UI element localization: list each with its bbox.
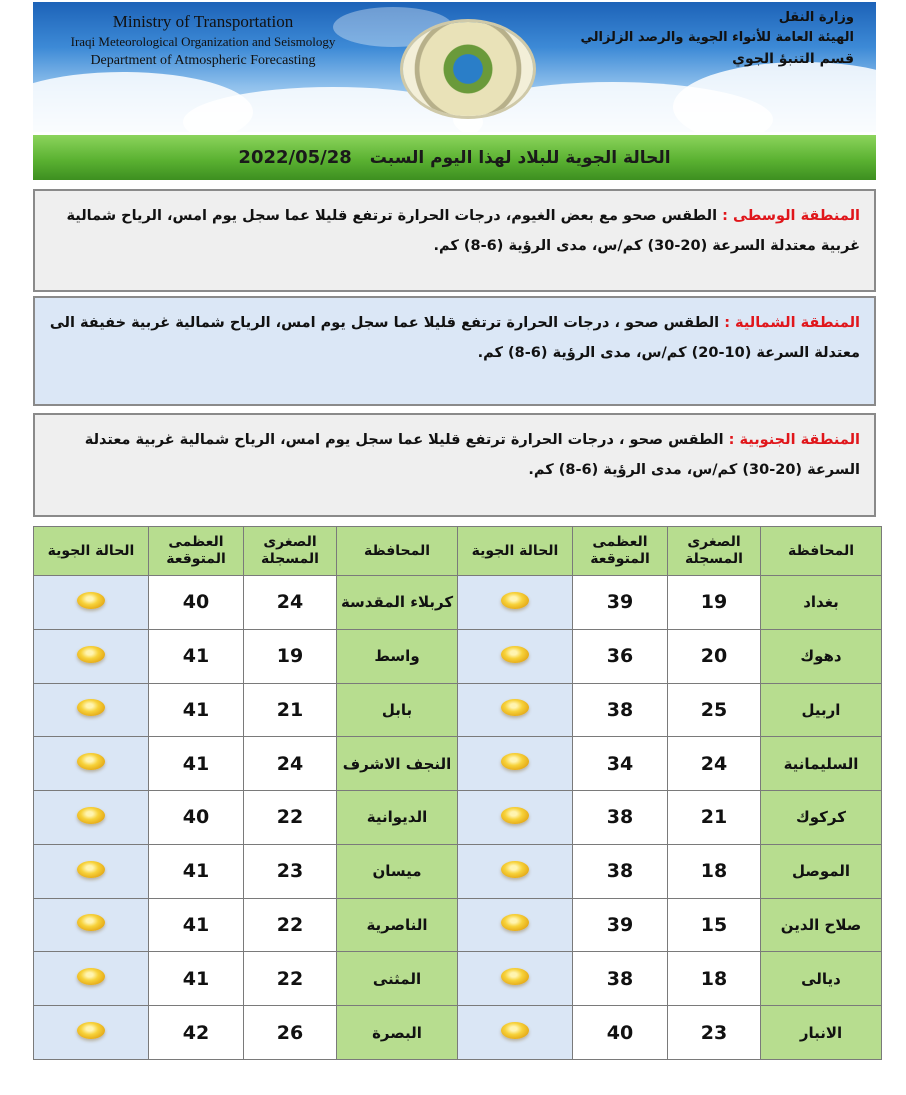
weather-state-cell [458, 1006, 573, 1060]
weather-state-cell [458, 844, 573, 898]
organization-en: Iraqi Meteorological Organization and Seismology [70, 34, 336, 49]
weather-state-cell [458, 791, 573, 845]
weather-state-cell [458, 629, 573, 683]
weather-state-cell [34, 952, 149, 1006]
sun-icon [77, 699, 105, 716]
ministry-en: Ministry of Transportation [112, 12, 294, 31]
max-temp-cell: 41 [149, 952, 244, 1006]
region-south [33, 413, 876, 517]
arabic-org-text [554, 10, 854, 67]
header-max: العظمى المتوقعة [573, 527, 668, 576]
organization-ar: الهيئة العامة للأنواء الجوية والرصد الزلزالي [580, 30, 854, 45]
weather-state-cell [34, 1006, 149, 1060]
max-temp-cell: 41 [149, 683, 244, 737]
max-temp-cell: 42 [149, 1006, 244, 1060]
header-max: العظمى المتوقعة [149, 527, 244, 576]
province-cell: السليمانية [761, 737, 882, 791]
weather-state-cell [458, 737, 573, 791]
min-temp-cell: 25 [668, 683, 761, 737]
sun-icon [77, 753, 105, 770]
header-province: المحافظة [337, 527, 458, 576]
province-cell: دهوك [761, 629, 882, 683]
weather-state-cell [34, 629, 149, 683]
table-header-row [34, 527, 882, 576]
header-min: الصغرى المسجلة [668, 527, 761, 576]
title-date: 2022/05/28 [238, 147, 352, 168]
organization-logo [403, 22, 533, 116]
table-row [34, 629, 882, 683]
sun-icon [501, 1022, 529, 1039]
table-row [34, 791, 882, 845]
max-temp-cell: 41 [149, 898, 244, 952]
min-temp-cell: 23 [668, 1006, 761, 1060]
header-state: الحالة الجوية [458, 527, 573, 576]
weather-state-cell [34, 791, 149, 845]
region-name: المنطقة الوسطى : [722, 208, 860, 224]
min-temp-cell: 23 [244, 844, 337, 898]
province-cell: الموصل [761, 844, 882, 898]
region-text: الطقس صحو ، درجات الحرارة ترتفع قليلا عما سجل يوم امس، الرياح شمالية غربية خفيفة الى معتدلة السرعة (10-20) كم/س، مدى الرؤية (6-8) كم. [49, 315, 860, 361]
province-cell: بابل [337, 683, 458, 737]
province-cell: الديوانية [337, 791, 458, 845]
sun-icon [501, 753, 529, 770]
max-temp-cell: 39 [573, 898, 668, 952]
sun-icon [501, 807, 529, 824]
min-temp-cell: 19 [244, 629, 337, 683]
weather-state-cell [458, 952, 573, 1006]
province-cell: الناصرية [337, 898, 458, 952]
ministry-ar: وزارة النقل [778, 10, 854, 25]
sun-icon [77, 861, 105, 878]
weather-state-cell [458, 898, 573, 952]
region-text: الطقس صحو مع بعض الغيوم، درجات الحرارة ترتفع قليلا عما سجل يوم امس، الرياح شمالية غربية معتدلة السرعة (20-30) كم/س، مدى الرؤية (6-8) كم. [66, 208, 860, 254]
province-cell: صلاح الدين [761, 898, 882, 952]
max-temp-cell: 38 [573, 791, 668, 845]
table-row [34, 737, 882, 791]
temperature-table [33, 526, 882, 1060]
header-state: الحالة الجوية [34, 527, 149, 576]
weather-state-cell [34, 576, 149, 630]
weather-state-cell [34, 844, 149, 898]
table-row [34, 1006, 882, 1060]
weather-state-cell [34, 898, 149, 952]
region-central [33, 189, 876, 292]
region-north [33, 296, 876, 406]
max-temp-cell: 40 [149, 791, 244, 845]
sun-icon [501, 861, 529, 878]
max-temp-cell: 38 [573, 683, 668, 737]
min-temp-cell: 22 [244, 791, 337, 845]
weather-state-cell [34, 683, 149, 737]
sun-icon [501, 592, 529, 609]
min-temp-cell: 24 [244, 576, 337, 630]
weather-state-cell [34, 737, 149, 791]
province-cell: الانبار [761, 1006, 882, 1060]
min-temp-cell: 24 [668, 737, 761, 791]
max-temp-cell: 41 [149, 737, 244, 791]
header-banner [33, 2, 876, 132]
table-row [34, 683, 882, 737]
department-ar: قسم التنبؤ الجوي [732, 51, 854, 67]
min-temp-cell: 21 [668, 791, 761, 845]
page-title [33, 135, 876, 180]
min-temp-cell: 19 [668, 576, 761, 630]
province-cell: كركوك [761, 791, 882, 845]
min-temp-cell: 26 [244, 1006, 337, 1060]
max-temp-cell: 36 [573, 629, 668, 683]
table-row [34, 898, 882, 952]
province-cell: المثنى [337, 952, 458, 1006]
sun-icon [77, 1022, 105, 1039]
min-temp-cell: 24 [244, 737, 337, 791]
region-name: المنطقة الشمالية : [724, 315, 860, 331]
max-temp-cell: 38 [573, 844, 668, 898]
min-temp-cell: 21 [244, 683, 337, 737]
sun-icon [501, 646, 529, 663]
max-temp-cell: 39 [573, 576, 668, 630]
max-temp-cell: 34 [573, 737, 668, 791]
province-cell: ميسان [337, 844, 458, 898]
min-temp-cell: 18 [668, 952, 761, 1006]
max-temp-cell: 41 [149, 844, 244, 898]
min-temp-cell: 22 [244, 952, 337, 1006]
department-en: Department of Atmospheric Forecasting [90, 53, 316, 68]
max-temp-cell: 41 [149, 629, 244, 683]
province-cell: اربيل [761, 683, 882, 737]
max-temp-cell: 40 [573, 1006, 668, 1060]
weather-state-cell [458, 683, 573, 737]
sun-icon [77, 807, 105, 824]
min-temp-cell: 22 [244, 898, 337, 952]
province-cell: واسط [337, 629, 458, 683]
english-org-text [53, 12, 353, 69]
max-temp-cell: 38 [573, 952, 668, 1006]
header-province: المحافظة [761, 527, 882, 576]
province-cell: كربلاء المقدسة [337, 576, 458, 630]
min-temp-cell: 20 [668, 629, 761, 683]
province-cell: ديالى [761, 952, 882, 1006]
weather-state-cell [458, 576, 573, 630]
sun-icon [77, 914, 105, 931]
region-text: الطقس صحو ، درجات الحرارة ترتفع قليلا عما سجل يوم امس، الرياح شمالية غربية معتدلة السرعة (20-30) كم/س، مدى الرؤية (6-8) كم. [84, 432, 860, 478]
max-temp-cell: 40 [149, 576, 244, 630]
province-cell: بغداد [761, 576, 882, 630]
region-name: المنطقة الجنوبية : [728, 432, 860, 448]
sun-icon [501, 914, 529, 931]
table-row [34, 952, 882, 1006]
sun-icon [501, 968, 529, 985]
province-cell: النجف الاشرف [337, 737, 458, 791]
header-min: الصغرى المسجلة [244, 527, 337, 576]
sun-icon [77, 646, 105, 663]
min-temp-cell: 18 [668, 844, 761, 898]
table-row [34, 844, 882, 898]
sun-icon [501, 699, 529, 716]
title-text: الحالة الجوية للبلاد لهذا اليوم السبت [369, 147, 671, 168]
sun-icon [77, 592, 105, 609]
table-row [34, 576, 882, 630]
sun-icon [77, 968, 105, 985]
province-cell: البصرة [337, 1006, 458, 1060]
min-temp-cell: 15 [668, 898, 761, 952]
